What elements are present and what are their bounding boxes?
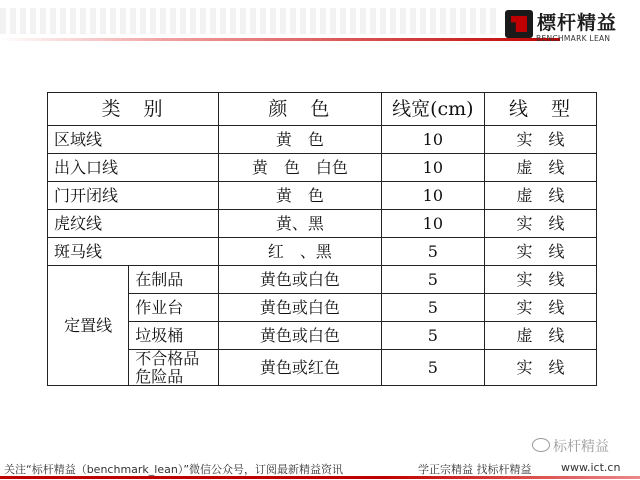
line-spec-table bbox=[47, 92, 597, 386]
cell-color: 黄色或白色 bbox=[219, 322, 382, 350]
footer-notice: 关注“标杆精益（benchmark_lean）”微信公众号，订阅最新精益资讯 bbox=[4, 463, 344, 476]
cell-width: 5 bbox=[381, 266, 484, 294]
cell-color: 黄 色 白色 bbox=[219, 154, 382, 182]
cell-type: 实 线 bbox=[485, 266, 597, 294]
cell-width: 10 bbox=[381, 154, 484, 182]
cell-color: 黄色或白色 bbox=[219, 266, 382, 294]
cell-width: 10 bbox=[381, 182, 484, 210]
cell-type: 实 线 bbox=[485, 350, 597, 386]
cell-subcategory: 作业台 bbox=[129, 294, 219, 322]
footer-red-line bbox=[0, 476, 640, 479]
cell-subcategory: 不合格品 危险品 bbox=[129, 350, 219, 386]
cell-color: 黄色或白色 bbox=[219, 294, 382, 322]
cell-type: 虚 线 bbox=[485, 154, 597, 182]
cell-subcategory: 垃圾桶 bbox=[129, 322, 219, 350]
cell-group-category: 定置线 bbox=[48, 266, 129, 386]
table-header-row bbox=[48, 93, 597, 126]
table-row bbox=[48, 238, 597, 266]
cell-type: 实 线 bbox=[485, 238, 597, 266]
cell-width: 5 bbox=[381, 322, 484, 350]
cell-width: 5 bbox=[381, 350, 484, 386]
brand-logo bbox=[505, 8, 637, 52]
header-red-line bbox=[0, 38, 560, 41]
logo-mark-icon bbox=[505, 10, 533, 38]
table-row bbox=[48, 154, 597, 182]
cell-category: 虎纹线 bbox=[48, 210, 219, 238]
header-type: 线 型 bbox=[485, 93, 597, 126]
watermark-text: 标杆精益 bbox=[553, 439, 609, 455]
logo-name-en: BENCHMARK LEAN bbox=[536, 34, 611, 43]
footer-url[interactable]: www.ict.cn bbox=[561, 461, 621, 474]
table-row bbox=[48, 350, 597, 386]
cell-color: 黄、黑 bbox=[219, 210, 382, 238]
cell-color: 红 、黑 bbox=[219, 238, 382, 266]
cell-color: 黄色或红色 bbox=[219, 350, 382, 386]
cell-type: 虚 线 bbox=[485, 182, 597, 210]
cell-category: 门开闭线 bbox=[48, 182, 219, 210]
footer-slogan: 学正宗精益 找标杆精益 bbox=[418, 463, 532, 476]
header-color: 颜 色 bbox=[219, 93, 382, 126]
cell-type: 实 线 bbox=[485, 294, 597, 322]
footer-bar bbox=[0, 455, 640, 480]
cell-color: 黄 色 bbox=[219, 126, 382, 154]
wechat-icon bbox=[532, 438, 550, 452]
cell-category: 区域线 bbox=[48, 126, 219, 154]
cell-type: 实 线 bbox=[485, 210, 597, 238]
cell-type: 实 线 bbox=[485, 126, 597, 154]
cell-width: 5 bbox=[381, 238, 484, 266]
cell-width: 5 bbox=[381, 294, 484, 322]
header-category: 类 别 bbox=[48, 93, 219, 126]
table-row bbox=[48, 182, 597, 210]
table-row bbox=[48, 322, 597, 350]
cell-category: 斑马线 bbox=[48, 238, 219, 266]
cell-width: 10 bbox=[381, 210, 484, 238]
cell-subcategory: 在制品 bbox=[129, 266, 219, 294]
table-row bbox=[48, 126, 597, 154]
logo-name-cn: 標杆精益 bbox=[537, 12, 618, 34]
wechat-watermark bbox=[532, 436, 609, 456]
header-stripe-band bbox=[0, 8, 500, 34]
table-row bbox=[48, 294, 597, 322]
table-row bbox=[48, 266, 597, 294]
header-width: 线宽(cm) bbox=[381, 93, 484, 126]
cell-width: 10 bbox=[381, 126, 484, 154]
table-row bbox=[48, 210, 597, 238]
cell-type: 虚 线 bbox=[485, 322, 597, 350]
cell-color: 黄 色 bbox=[219, 182, 382, 210]
cell-category: 出入口线 bbox=[48, 154, 219, 182]
